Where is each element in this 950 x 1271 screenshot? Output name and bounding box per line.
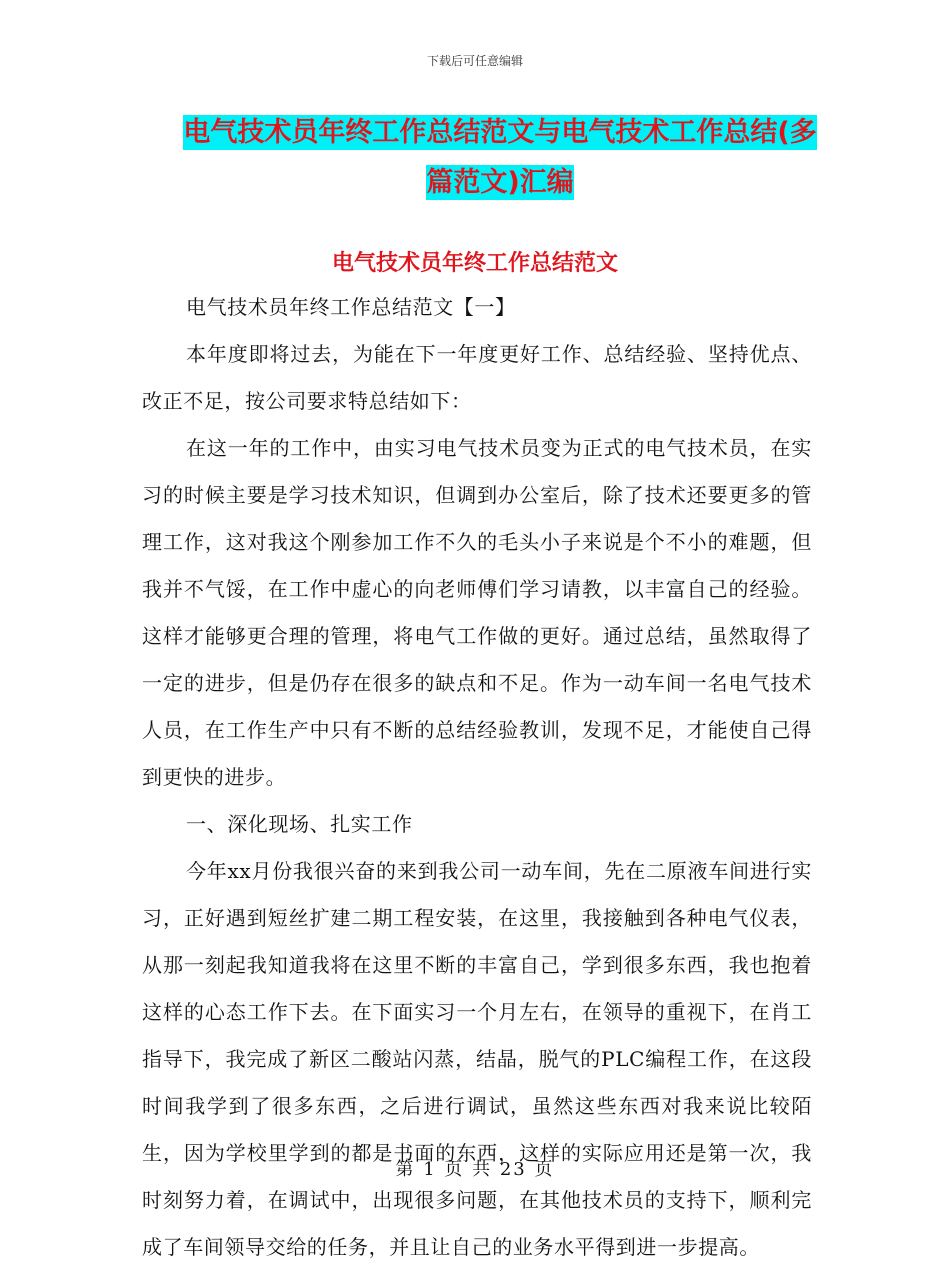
subheading-section-one: 一、深化现场、扎实工作 <box>186 812 413 836</box>
paragraph-intro: 本年度即将过去，为能在下一年度更好工作、总结经验、坚持优点、改正不足，按公司要求特总结如下： <box>142 342 812 413</box>
subheading-part-one: 电气技术员年终工作总结范文【一】 <box>186 295 516 319</box>
title-line-2: 篇范文)汇编 <box>426 167 574 198</box>
body-text <box>142 284 812 1271</box>
header-note: 下载后可任意编辑 <box>426 54 523 68</box>
document-title <box>140 108 860 208</box>
section-title: 电气技术员年终工作总结范文 <box>331 251 618 276</box>
paragraph-overview: 在这一年的工作中，由实习电气技术员变为正式的电气技术员，在实习的时候主要是学习技术知识，但调到办公室后，除了技术还要更多的管理工作，这对我这个刚参加工作不久的毛头小子来说是个不小的难题，但我并不气馁，在工作中虚心的向老师傅们学习请教，以丰富自己的经验。这样才能够更合理的管理，将电气工作做的更好。通过总结，虽然取得了一定的进步，但是仍存在很多的缺点和不足。作为一动车间一名电气技术人员，在工作生产中只有不断的总结经验教训，发现不足，才能使自己得到更快的进步。 <box>142 436 812 789</box>
paragraph-section-one: 今年xx月份我很兴奋的来到我公司一动车间，先在二原液车间进行实习，正好遇到短丝扩建二期工程安装，在这里，我接触到各种电气仪表，从那一刻起我知道我将在这里不断的丰富自己，学到很多东西，我也抱着这样的心态工作下去。在下面实习一个月左右，在领导的重视下，在肖工指导下，我完成了新区二酸站闪蒸，结晶，脱气的PLC编程工作，在这段时间我学到了很多东西，之后进行调试，虽然这些东西对我来说比较陌生，因为学校里学到的都是书面的东西，这样的实际应用还是第一次，我时刻努力着，在调试中，出现很多问题，在其他技术员的支持下，顺利完成了车间领导交给的任务，并且让自己的业务水平得到进一步提高。 <box>142 859 812 1259</box>
title-line-1: 电气技术员年终工作总结范文与电气技术工作总结(多 <box>183 117 817 148</box>
page-footer: 第 1 页 共 23 页 <box>395 1159 555 1180</box>
